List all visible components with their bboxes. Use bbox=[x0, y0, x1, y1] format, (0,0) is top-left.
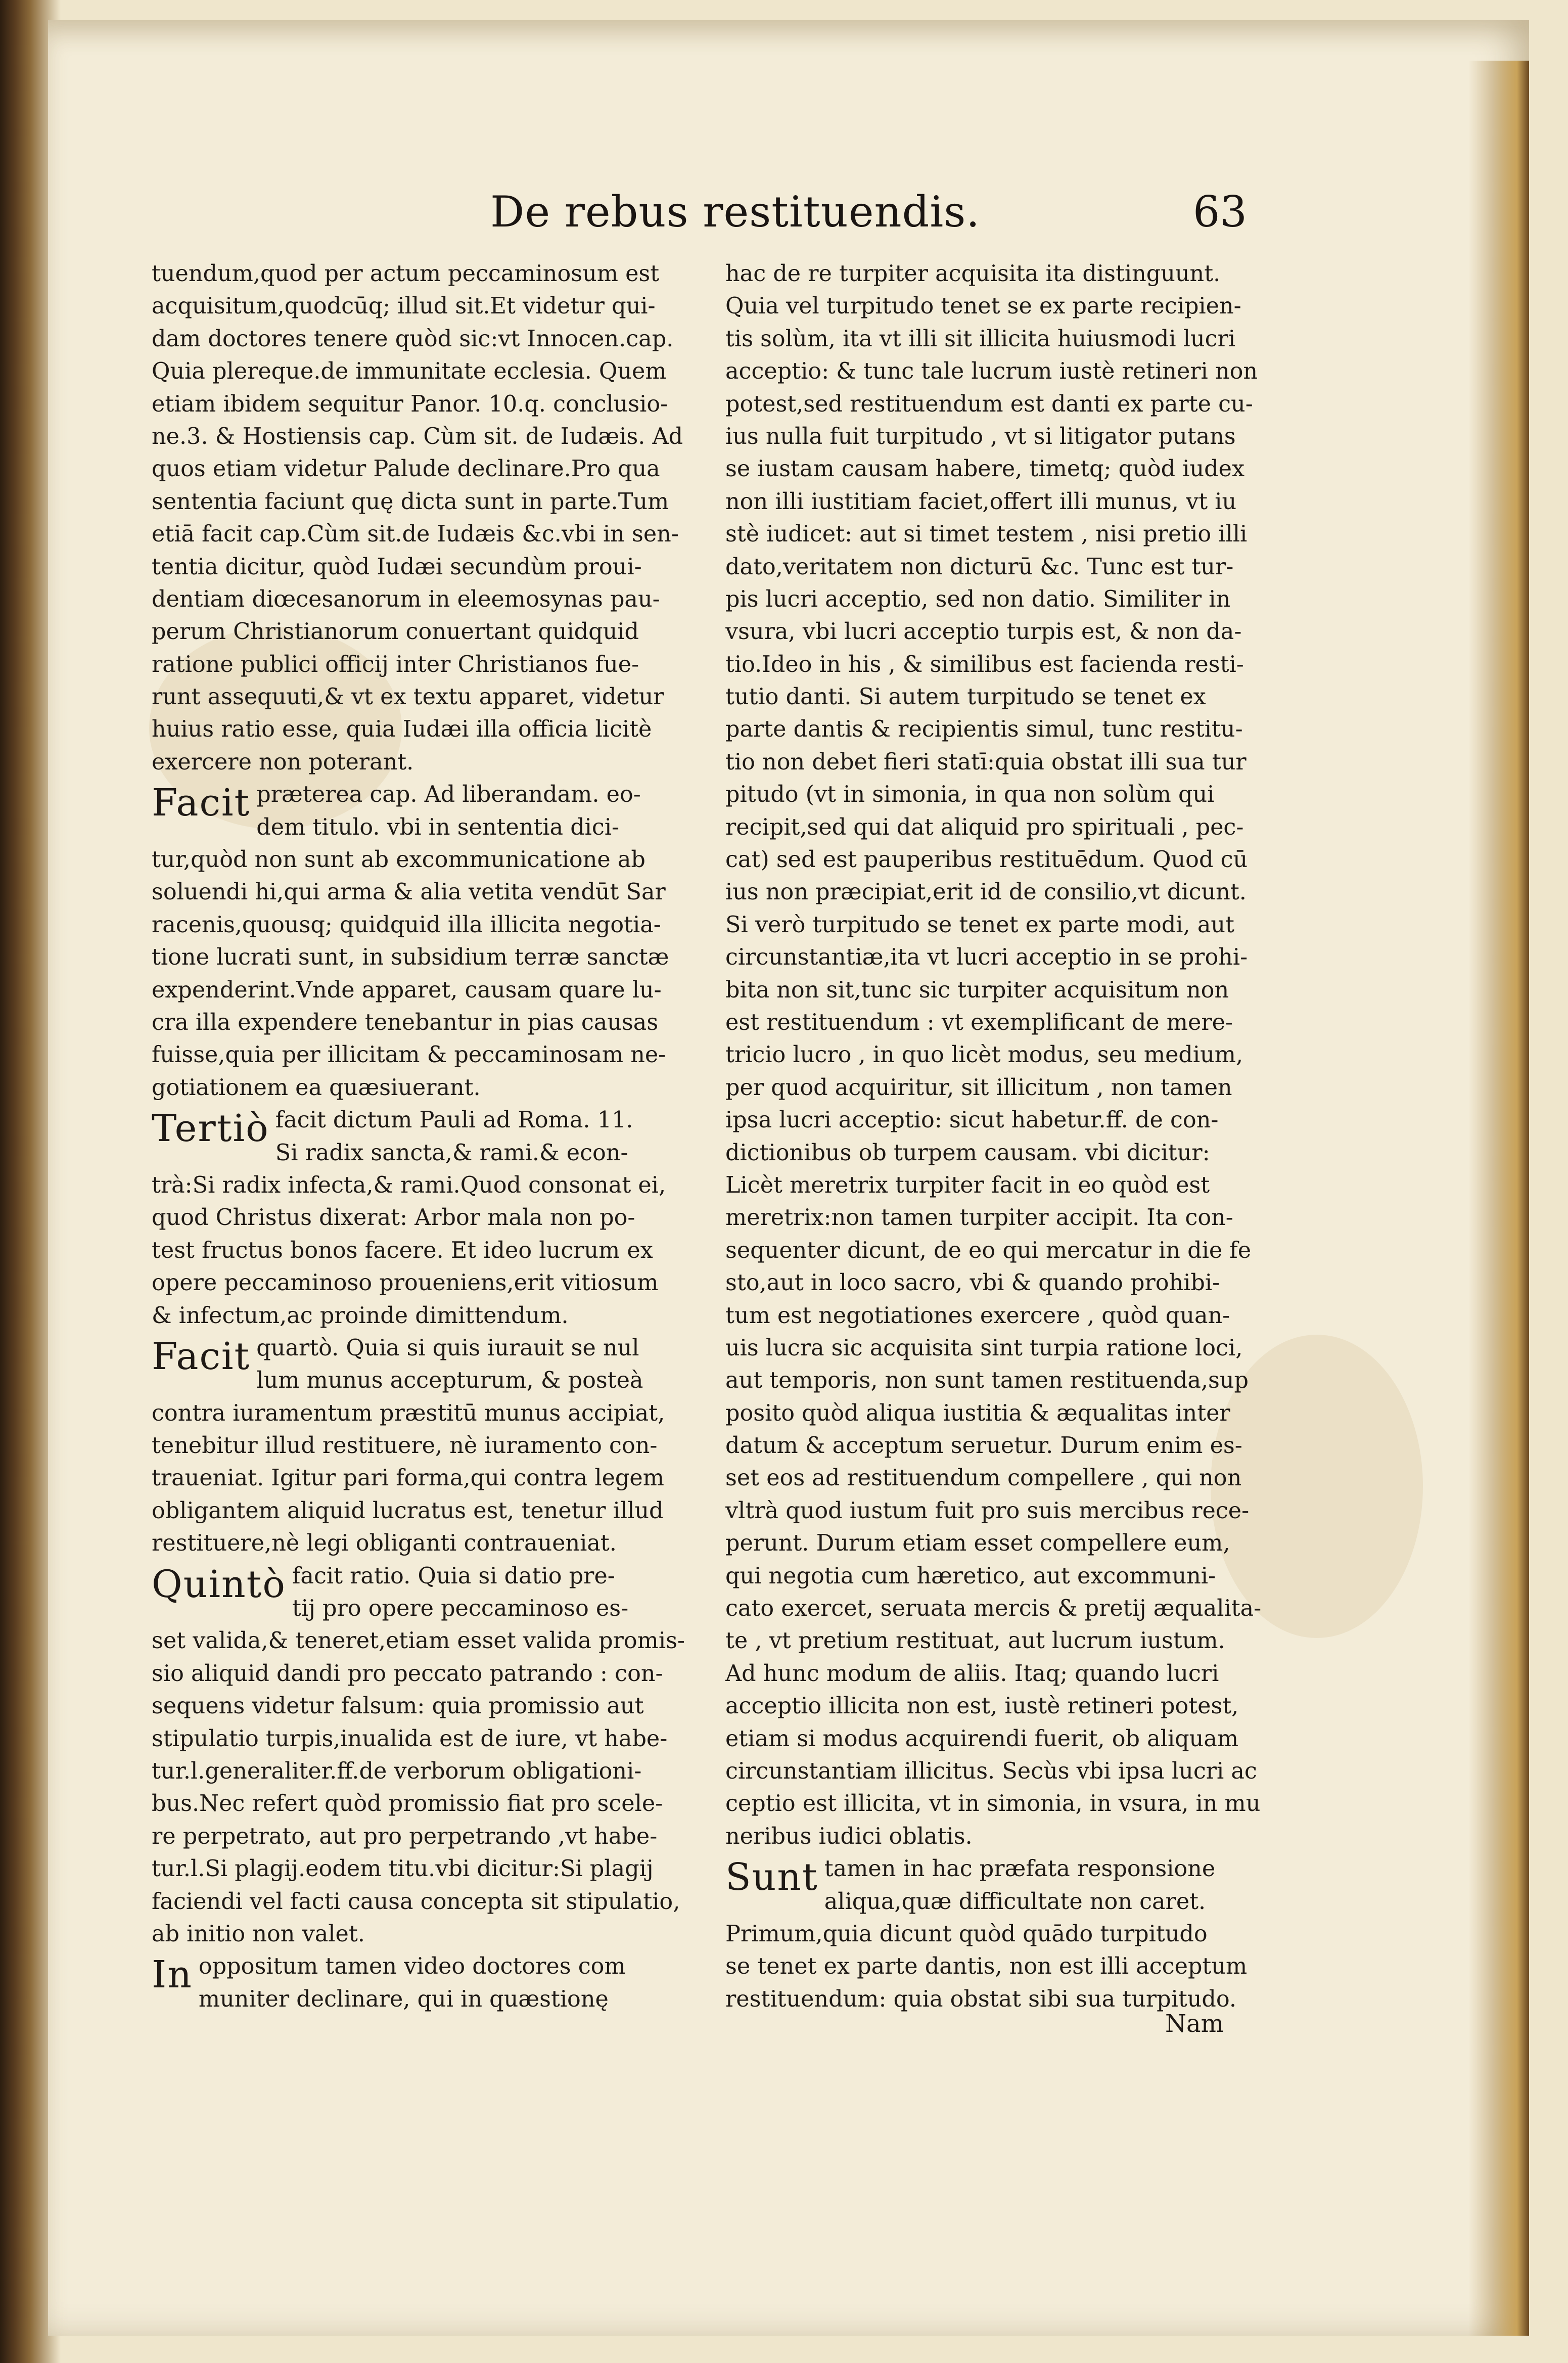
text-line: quod Christus dixerat: Arbor mala non po- bbox=[152, 1205, 635, 1231]
text-line: restituere,nè legi obliganti contraueniat. bbox=[152, 1530, 617, 1557]
text-line: uis lucra sic acquisita sint turpia ratione loci, bbox=[725, 1335, 1243, 1361]
text-line: tis solùm, ita vt illi sit illicita huiusmodi lucri bbox=[725, 326, 1236, 352]
paragraph bbox=[152, 779, 698, 1104]
text-line: Si verò turpitudo se tenet ex parte modi, aut bbox=[725, 912, 1234, 938]
text-line: circunstantiæ,ita vt lucri acceptio in se prohi- bbox=[725, 944, 1248, 971]
text-line: tum est negotiationes exercere , quòd quan- bbox=[725, 1302, 1230, 1329]
text-line: sio aliquid dandi pro peccato patrando : con- bbox=[152, 1660, 663, 1687]
text-line: præterea cap. Ad liberandam. eo- bbox=[256, 782, 641, 808]
text-line: recipit,sed qui dat aliquid pro spirituali , pec- bbox=[725, 814, 1244, 840]
text-line: gotiationem ea quæsiuerant. bbox=[152, 1074, 481, 1101]
text-line: etiam ibidem sequitur Panor. 10.q. conclusio- bbox=[152, 391, 668, 417]
text-line: perunt. Durum etiam esset compellere eum, bbox=[725, 1530, 1230, 1557]
text-line: tio non debet fieri statī:quia obstat illi sua tur bbox=[725, 749, 1247, 775]
text-line: test fructus bonos facere. Et ideo lucrum ex bbox=[152, 1237, 653, 1263]
text-line: neribus iudici oblatis. bbox=[725, 1823, 973, 1849]
text-line: se iustam causam habere, timetq; quòd iudex bbox=[725, 456, 1245, 482]
text-line: dentiam diœcesanorum in eleemosynas pau- bbox=[152, 586, 660, 612]
text-line: stè iudicet: aut si timet testem , nisi pretio illi bbox=[725, 521, 1248, 548]
text-line: posito quòd aliqua iustitia & æqualitas inter bbox=[725, 1400, 1230, 1426]
text-line: faciendi vel facti causa concepta sit stipulatio, bbox=[152, 1888, 680, 1915]
paragraph bbox=[725, 1853, 1281, 2016]
text-line: re perpetrato, aut pro perpetrando ,vt habe- bbox=[152, 1823, 658, 1849]
text-line: ipsa lucri acceptio: sicut habetur.ff. de con- bbox=[725, 1107, 1219, 1133]
text-line: aliqua,quæ difficultate non caret. bbox=[824, 1888, 1206, 1915]
text-line: dam doctores tenere quòd sic:vt Innocen.cap. bbox=[152, 326, 674, 352]
text-line: oppositum tamen video doctores com bbox=[198, 1953, 626, 1980]
text-line: facit dictum Pauli ad Roma. 11. bbox=[275, 1107, 633, 1133]
paragraph bbox=[152, 1104, 698, 1332]
text-line: exercere non poterant. bbox=[152, 749, 414, 775]
text-line: tur.l.generaliter.ff.de verborum obligationi- bbox=[152, 1758, 642, 1784]
text-line: per quod acquiritur, sit illicitum , non tamen bbox=[725, 1074, 1232, 1101]
paragraph bbox=[152, 1950, 698, 2016]
catchword: Nam bbox=[1165, 2010, 1224, 2038]
text-line: ratione publici officij inter Christianos fue- bbox=[152, 651, 639, 677]
initial-word: Tertiò bbox=[152, 1107, 269, 1151]
text-line: tio.Ideo in his , & similibus est facienda resti- bbox=[725, 651, 1244, 677]
text-line: contra iuramentum præstitū munus accipiat, bbox=[152, 1400, 665, 1426]
text-line: etiam si modus acquirendi fuerit, ob aliquam bbox=[725, 1725, 1239, 1752]
text-line: lum munus accepturum, & posteà bbox=[256, 1368, 643, 1394]
text-line: quartò. Quia si quis iurauit se nul bbox=[256, 1335, 639, 1361]
initial-word: In bbox=[152, 1953, 193, 1997]
text-line: etiā facit cap.Cùm sit.de Iudæis &c.vbi in sen- bbox=[152, 521, 679, 548]
initial-word: Sunt bbox=[725, 1855, 818, 1899]
text-line: tuendum,quod per actum peccaminosum est bbox=[152, 261, 660, 287]
initial-word: Quintò bbox=[152, 1562, 286, 1606]
text-line: facit ratio. Quia si datio pre- bbox=[292, 1563, 615, 1589]
text-line: sequenter dicunt, de eo qui mercatur in die fe bbox=[725, 1237, 1252, 1263]
paragraph bbox=[152, 1332, 698, 1560]
text-line: tenebitur illud restituere, nè iuramento con- bbox=[152, 1433, 658, 1459]
text-line: obligantem aliquid lucratus est, tenetur illud bbox=[152, 1497, 664, 1524]
text-line: meretrix:non tamen turpiter accipit. Ita con- bbox=[725, 1205, 1233, 1231]
running-head: De rebus restituendis. bbox=[490, 187, 981, 237]
text-line: runt assequuti,& vt ex textu apparet, videtur bbox=[152, 684, 664, 710]
text-line: vltrà quod iustum fuit pro suis mercibus rece- bbox=[725, 1497, 1250, 1524]
text-line: se tenet ex parte dantis, non est illi acceptum bbox=[725, 1953, 1248, 1980]
text-line: fuisse,quia per illicitam & peccaminosam ne- bbox=[152, 1042, 666, 1068]
text-line: cra illa expendere tenebantur in pias causas bbox=[152, 1009, 659, 1035]
text-line: ceptio est illicita, vt in simonia, in vsura, in mu bbox=[725, 1791, 1261, 1817]
initial-word: Facit bbox=[152, 781, 251, 825]
text-line: dictionibus ob turpem causam. vbi dicitur: bbox=[725, 1140, 1210, 1166]
text-line: huius ratio esse, quia Iudæi illa officia licitè bbox=[152, 716, 652, 743]
text-line: qui negotia cum hæretico, aut excommuni- bbox=[725, 1563, 1216, 1589]
text-line: & infectum,ac proinde dimittendum. bbox=[152, 1302, 569, 1329]
text-line: trà:Si radix infecta,& rami.Quod consonat ei, bbox=[152, 1172, 666, 1198]
text-line: pis lucri acceptio, sed non datio. Similiter in bbox=[725, 586, 1231, 612]
page-edge bbox=[1468, 61, 1529, 2336]
folio-number: 63 bbox=[1193, 187, 1247, 237]
text-line: opere peccaminoso proueniens,erit vitiosum bbox=[152, 1270, 659, 1296]
text-line: Ad hunc modum de aliis. Itaq; quando lucri bbox=[725, 1660, 1219, 1687]
text-line: datum & acceptum seruetur. Durum enim es- bbox=[725, 1433, 1242, 1459]
text-line: tij pro opere peccaminoso es- bbox=[292, 1596, 629, 1622]
text-line: tur.l.Si plagij.eodem titu.vbi dicitur:Si plagij bbox=[152, 1856, 654, 1882]
text-line: dato,veritatem non dicturū &c. Tunc est tur- bbox=[725, 554, 1234, 580]
initial-word: Facit bbox=[152, 1334, 251, 1378]
text-line: cat) sed est pauperibus restituēdum. Quod cū bbox=[725, 847, 1248, 873]
paragraph bbox=[725, 258, 1281, 1853]
text-line: ius non præcipiat,erit id de consilio,vt dicunt. bbox=[725, 879, 1247, 905]
text-line: vsura, vbi lucri acceptio turpis est, & non da- bbox=[725, 619, 1242, 645]
text-line: ius nulla fuit turpitudo , vt si litigator putans bbox=[725, 423, 1236, 449]
text-line: set valida,& teneret,etiam esset valida promis- bbox=[152, 1628, 685, 1654]
text-line: bus.Nec refert quòd promissio fiat pro scele- bbox=[152, 1791, 663, 1817]
text-line: restituendum: quia obstat sibi sua turpitudo. bbox=[725, 1986, 1237, 2012]
text-line: Primum,quia dicunt quòd quādo turpitudo bbox=[725, 1921, 1208, 1947]
text-line: sequens videtur falsum: quia promissio aut bbox=[152, 1693, 644, 1719]
text-line: dem titulo. vbi in sententia dici- bbox=[256, 814, 620, 840]
text-line: hac de re turpiter acquisita ita distinguunt. bbox=[725, 261, 1221, 287]
text-line: non illi iustitiam faciet,offert illi munus, vt iu bbox=[725, 488, 1237, 515]
paragraph bbox=[152, 258, 698, 779]
paragraph bbox=[152, 1560, 698, 1951]
text-line: tutio danti. Si autem turpitudo se tenet ex bbox=[725, 684, 1206, 710]
text-line: soluendi hi,qui arma & alia vetita vendūt Sar bbox=[152, 879, 666, 905]
text-line: Licèt meretrix turpiter facit in eo quòd est bbox=[725, 1172, 1210, 1198]
text-line: sententia faciunt quę dicta sunt in parte.Tum bbox=[152, 488, 669, 515]
text-line: quos etiam videtur Palude declinare.Pro qua bbox=[152, 456, 660, 482]
text-line: tur,quòd non sunt ab excommunicatione ab bbox=[152, 847, 645, 873]
text-line: tamen in hac præfata responsione bbox=[824, 1856, 1216, 1882]
page-header bbox=[490, 187, 1249, 258]
text-line: Quia plereque.de immunitate ecclesia. Quem bbox=[152, 358, 667, 385]
text-line: Si radix sancta,& rami.& econ- bbox=[275, 1140, 628, 1166]
text-line: perum Christianorum conuertant quidquid bbox=[152, 619, 639, 645]
text-line: ne.3. & Hostiensis cap. Cùm sit. de Iudæis. Ad bbox=[152, 423, 683, 449]
text-line: tentia dicitur, quòd Iudæi secundùm proui- bbox=[152, 554, 642, 580]
text-line: acquisitum,quodcūq; illud sit.Et videtur qui- bbox=[152, 293, 656, 320]
text-line: set eos ad restituendum compellere , qui non bbox=[725, 1465, 1242, 1491]
text-line: racenis,quousq; quidquid illa illicita negotia- bbox=[152, 912, 661, 938]
text-line: tione lucrati sunt, in subsidium terræ sanctæ bbox=[152, 944, 669, 971]
text-line: expenderint.Vnde apparet, causam quare lu- bbox=[152, 977, 662, 1003]
text-line: sto,aut in loco sacro, vbi & quando prohibi- bbox=[725, 1270, 1220, 1296]
text-line: tricio lucro , in quo licèt modus, seu medium, bbox=[725, 1042, 1243, 1068]
text-line: traueniat. Igitur pari forma,qui contra legem bbox=[152, 1465, 664, 1491]
left-column bbox=[152, 258, 698, 2016]
text-line: est restituendum : vt exemplificant de mere- bbox=[725, 1009, 1233, 1035]
text-line: acceptio: & tunc tale lucrum iustè retineri non bbox=[725, 358, 1258, 385]
text-line: parte dantis & recipientis simul, tunc restitu- bbox=[725, 716, 1243, 743]
text-line: aut temporis, non sunt tamen restituenda,sup bbox=[725, 1368, 1249, 1394]
text-line: ab initio non valet. bbox=[152, 1921, 365, 1947]
text-line: circunstantiam illicitus. Secùs vbi ipsa lucri ac bbox=[725, 1758, 1257, 1784]
text-line: te , vt pretium restituat, aut lucrum iustum. bbox=[725, 1628, 1225, 1654]
text-line: acceptio illicita non est, iustè retineri potest, bbox=[725, 1693, 1239, 1719]
text-line: pitudo (vt in simonia, in qua non solùm qui bbox=[725, 782, 1215, 808]
text-line: Quia vel turpitudo tenet se ex parte recipien- bbox=[725, 293, 1241, 320]
text-line: cato exercet, seruata mercis & pretij æqualita- bbox=[725, 1596, 1262, 1622]
right-column bbox=[725, 258, 1281, 2016]
text-line: stipulatio turpis,inualida est de iure, vt habe- bbox=[152, 1725, 668, 1752]
text-line: bita non sit,tunc sic turpiter acquisitum non bbox=[725, 977, 1229, 1003]
text-line: potest,sed restituendum est danti ex parte cu- bbox=[725, 391, 1253, 417]
text-line: muniter declinare, qui in quæstionę bbox=[198, 1986, 609, 2012]
